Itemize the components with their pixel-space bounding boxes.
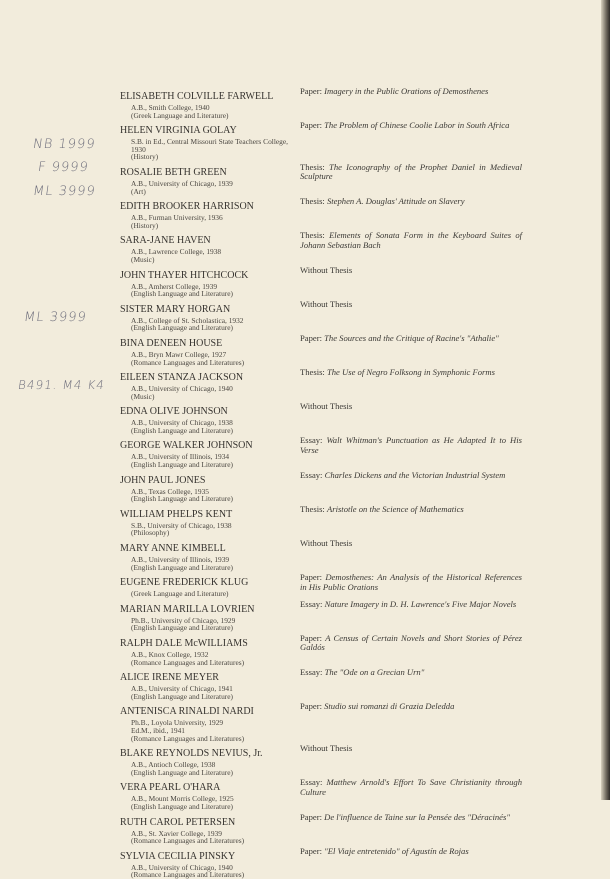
degree-detail: A.B., Texas College, 1935 bbox=[131, 486, 209, 496]
work-title: The Use of Negro Folksong in Symphonic Forms bbox=[326, 367, 495, 378]
graduate-name: WILLIAM PHELPS KENT bbox=[120, 508, 233, 520]
work-type: Without Thesis bbox=[300, 298, 353, 309]
graduate-entry bbox=[120, 265, 296, 298]
degree-detail: S.B. in Ed., Central Missouri State Teachers College, 1930 bbox=[131, 137, 288, 154]
work-title: Imagery in the Public Orations of Demosthenes bbox=[324, 86, 489, 96]
graduate-entry bbox=[120, 333, 296, 366]
graduate-entry bbox=[120, 812, 296, 845]
graduate-name: HELEN VIRGINIA GOLAY bbox=[120, 125, 237, 137]
degree-detail: A.B., University of Illinois, 1934 bbox=[131, 452, 230, 462]
degree-detail: (Romance Languages and Literatures) bbox=[131, 733, 245, 743]
work-type: Essay: bbox=[300, 777, 323, 788]
graduate-entry bbox=[120, 196, 296, 229]
graduate-work bbox=[300, 368, 522, 377]
graduate-name: BLAKE REYNOLDS NEVIUS, Jr. bbox=[120, 748, 263, 760]
degree-detail: (Romance Languages and Literatures) bbox=[131, 357, 245, 367]
graduate-entry bbox=[120, 162, 296, 195]
graduate-name: MARY ANNE KIMBELL bbox=[120, 543, 226, 555]
graduate-work bbox=[300, 600, 522, 609]
work-title: Elements of Sonata Form in the Keyboard Suites of Johann Sebastian Bach bbox=[300, 230, 522, 250]
degree-detail: (Music) bbox=[131, 391, 155, 401]
graduate-entry bbox=[120, 599, 296, 632]
work-type: Paper: bbox=[300, 701, 322, 712]
degree-detail: (History) bbox=[131, 220, 159, 230]
work-type: Essay: bbox=[300, 469, 323, 480]
graduate-name: RALPH DALE McWILLIAMS bbox=[120, 638, 248, 649]
degree-detail: A.B., Lawrence College, 1938 bbox=[131, 247, 222, 257]
graduate-name: ELISABETH COLVILLE FARWELL bbox=[120, 91, 274, 102]
degree-detail: (Romance Languages and Literatures) bbox=[131, 657, 245, 667]
graduate-name: GEORGE WALKER JOHNSON bbox=[120, 440, 253, 452]
graduate-name: ROSALIE BETH GREEN bbox=[120, 166, 227, 178]
graduate-work bbox=[300, 231, 522, 250]
graduate-work bbox=[300, 402, 522, 411]
graduate-name: EDITH BROOKER HARRISON bbox=[120, 201, 254, 213]
degree-detail: (History) bbox=[131, 152, 159, 162]
graduate-work bbox=[300, 744, 522, 753]
degree-detail: A.B., Bryn Mawr College, 1927 bbox=[131, 349, 227, 359]
work-title: The "Ode on a Grecian Urn" bbox=[324, 667, 425, 678]
graduate-entry bbox=[120, 367, 296, 400]
work-type: Paper: bbox=[300, 120, 322, 131]
degree-detail: (English Language and Literature) bbox=[131, 425, 233, 435]
work-type: Thesis: bbox=[300, 503, 325, 514]
degree-detail: A.B., University of Chicago, 1938 bbox=[131, 418, 233, 428]
work-title: Aristotle on the Science of Mathematics bbox=[326, 503, 464, 514]
work-type: Paper: bbox=[300, 845, 322, 856]
graduate-entry bbox=[120, 86, 296, 119]
graduate-work bbox=[300, 778, 522, 797]
degree-detail: (English Language and Literature) bbox=[131, 323, 233, 333]
work-type: Thesis: bbox=[300, 367, 325, 378]
work-type: Thesis: bbox=[300, 161, 325, 172]
degree-detail: A.B., University of Chicago, 1940 bbox=[131, 862, 233, 872]
work-title: A Census of Certain Novels and Short Stories of Pérez Galdós bbox=[300, 633, 522, 653]
work-title: Demosthenes: An Analysis of the Historical References in His Public Orations bbox=[300, 572, 522, 592]
margin-note: ML 3999 bbox=[22, 310, 88, 325]
degree-detail: (English Language and Literature) bbox=[131, 460, 233, 470]
graduate-name: ALICE IRENE MEYER bbox=[120, 672, 219, 684]
work-type: Thesis: bbox=[300, 230, 325, 241]
graduate-name: ANTENISCA RINALDI NARDI bbox=[120, 706, 254, 718]
graduate-name: SARA-JANE HAVEN bbox=[120, 235, 211, 247]
work-title: The Sources and the Critique of Racine's "Athalie" bbox=[324, 332, 499, 343]
degree-detail: A.B., Antioch College, 1938 bbox=[131, 760, 216, 770]
degree-detail: A.B., Smith College, 1940 bbox=[131, 103, 210, 112]
graduate-entry bbox=[120, 777, 296, 810]
degree-detail: (English Language and Literature) bbox=[131, 691, 233, 701]
graduate-work bbox=[300, 121, 522, 130]
degree-detail: A.B., University of Chicago, 1939 bbox=[131, 178, 233, 188]
degree-detail: (Music) bbox=[131, 254, 155, 264]
graduate-work bbox=[300, 197, 522, 206]
graduate-work bbox=[300, 847, 522, 856]
degree-detail: A.B., Furman University, 1936 bbox=[131, 213, 223, 223]
degree-detail: A.B., University of Chicago, 1940 bbox=[131, 384, 233, 394]
graduate-work bbox=[300, 634, 522, 653]
graduate-work bbox=[300, 505, 522, 514]
page-edge bbox=[601, 0, 610, 800]
degree-detail: (English Language and Literature) bbox=[131, 801, 233, 811]
margin-note: F 9999 bbox=[36, 160, 90, 175]
degree-detail: (English Language and Literature) bbox=[131, 289, 233, 299]
degree-detail: A.B., University of Chicago, 1941 bbox=[131, 684, 233, 694]
graduate-entry bbox=[120, 470, 296, 503]
degree-detail: A.B., College of St. Scholastica, 1932 bbox=[131, 315, 244, 325]
work-title: Charles Dickens and the Victorian Industrial System bbox=[324, 469, 506, 480]
graduate-name: VERA PEARL O'HARA bbox=[120, 782, 221, 794]
graduate-work bbox=[300, 471, 522, 480]
margin-note: NB 1999 bbox=[31, 137, 97, 152]
degree-detail: A.B., St. Xavier College, 1939 bbox=[131, 828, 222, 838]
degree-detail: (Greek Language and Literature) bbox=[131, 589, 229, 599]
graduate-entry bbox=[120, 667, 296, 700]
graduate-entry bbox=[120, 504, 296, 537]
graduate-work bbox=[300, 300, 522, 309]
margin-note: ML 3999 bbox=[31, 184, 97, 199]
graduate-entry bbox=[120, 401, 296, 434]
work-type: Paper: bbox=[300, 572, 322, 583]
degree-detail: A.B., Mount Morris College, 1925 bbox=[131, 794, 234, 804]
work-type: Essay: bbox=[300, 667, 323, 678]
graduate-name: BINA DENEEN HOUSE bbox=[120, 337, 223, 349]
degree-detail: (English Language and Literature) bbox=[131, 494, 233, 504]
work-title: Stephen A. Douglas' Attitude on Slavery bbox=[326, 196, 465, 207]
degree-detail: (Greek Language and Literature) bbox=[131, 110, 229, 120]
work-title: "El Viaje entretenido" of Agustín de Rojas bbox=[324, 845, 469, 856]
work-type: Without Thesis bbox=[300, 743, 353, 754]
work-title: Walt Whitman's Punctuation as He Adapted It to His Verse bbox=[300, 435, 522, 455]
degree-detail: (English Language and Literature) bbox=[131, 623, 233, 633]
work-title: Nature Imagery in D. H. Lawrence's Five Major Novels bbox=[324, 598, 517, 609]
work-type: Paper: bbox=[300, 633, 322, 643]
work-type: Paper: bbox=[300, 811, 322, 822]
graduate-entry bbox=[120, 538, 296, 571]
work-title: Studio sui romanzi di Grazia Deledda bbox=[324, 701, 455, 712]
degree-detail: Ph.B., Loyola University, 1929 bbox=[131, 718, 224, 728]
graduate-work bbox=[300, 266, 522, 275]
degree-detail: (Art) bbox=[131, 186, 146, 196]
degree-detail: (Romance Languages and Literatures) bbox=[131, 836, 245, 846]
graduate-work bbox=[300, 702, 522, 711]
degree-detail: S.B., University of Chicago, 1938 bbox=[131, 520, 232, 530]
graduate-name: JOHN PAUL JONES bbox=[120, 474, 206, 486]
graduate-name: MARIAN MARILLA LOVRIEN bbox=[120, 603, 255, 615]
graduate-entry bbox=[120, 435, 296, 468]
degree-detail: (Philosophy) bbox=[131, 528, 170, 538]
graduate-name: JOHN THAYER HITCHCOCK bbox=[120, 269, 249, 281]
degree-detail: Ph.B., University of Chicago, 1929 bbox=[131, 615, 236, 625]
work-type: Thesis: bbox=[300, 196, 325, 207]
degree-detail: A.B., University of Illinois, 1939 bbox=[131, 555, 230, 565]
graduate-entry bbox=[120, 846, 296, 879]
graduate-work bbox=[300, 573, 522, 592]
graduate-name: SYLVIA CECILIA PINSKY bbox=[120, 850, 236, 862]
graduate-name: EDNA OLIVE JOHNSON bbox=[120, 406, 228, 418]
work-title: Matthew Arnold's Effort To Save Christianity through Culture bbox=[300, 777, 522, 797]
graduate-name: EUGENE FREDERICK KLUG bbox=[120, 577, 249, 589]
work-type: Without Thesis bbox=[300, 538, 353, 549]
work-title: De l'influence de Taine sur la Pensée des "Déracinés" bbox=[324, 811, 510, 822]
degree-detail: (English Language and Literature) bbox=[131, 767, 233, 777]
work-type: Essay: bbox=[300, 598, 323, 609]
graduate-entry bbox=[120, 743, 296, 776]
degree-detail: Ed.M., ibid., 1941 bbox=[131, 725, 185, 735]
graduate-work bbox=[300, 163, 522, 182]
degree-detail: A.B., Knox College, 1932 bbox=[131, 650, 209, 659]
work-type: Paper: bbox=[300, 86, 322, 96]
graduate-entry bbox=[120, 120, 296, 161]
margin-note: B491. M4 K4 bbox=[17, 378, 106, 392]
graduate-name: SISTER MARY HORGAN bbox=[120, 303, 231, 315]
graduate-name: EILEEN STANZA JACKSON bbox=[120, 372, 244, 384]
graduate-name: RUTH CAROL PETERSEN bbox=[120, 816, 236, 828]
graduate-work bbox=[300, 87, 522, 96]
graduate-entry bbox=[120, 230, 296, 263]
work-title: The Problem of Chinese Coolie Labor in South Africa bbox=[324, 120, 510, 131]
graduate-entry bbox=[120, 633, 296, 666]
work-title: The Iconography of the Prophet Daniel in Medieval Sculpture bbox=[300, 161, 522, 182]
work-type: Paper: bbox=[300, 332, 322, 343]
degree-detail: A.B., Amherst College, 1939 bbox=[131, 281, 218, 291]
graduate-work bbox=[300, 813, 522, 822]
work-type: Without Thesis bbox=[300, 401, 353, 412]
graduate-entry bbox=[120, 572, 296, 598]
work-type: Essay: bbox=[300, 435, 323, 446]
graduate-entry bbox=[120, 701, 296, 742]
degree-detail: (English Language and Literature) bbox=[131, 562, 233, 572]
degree-detail: (Romance Languages and Literatures) bbox=[131, 870, 245, 879]
graduate-entry bbox=[120, 299, 296, 332]
graduate-work bbox=[300, 539, 522, 548]
work-type: Without Thesis bbox=[300, 264, 353, 275]
graduate-work bbox=[300, 436, 522, 455]
graduate-work bbox=[300, 334, 522, 343]
graduate-work bbox=[300, 668, 522, 677]
